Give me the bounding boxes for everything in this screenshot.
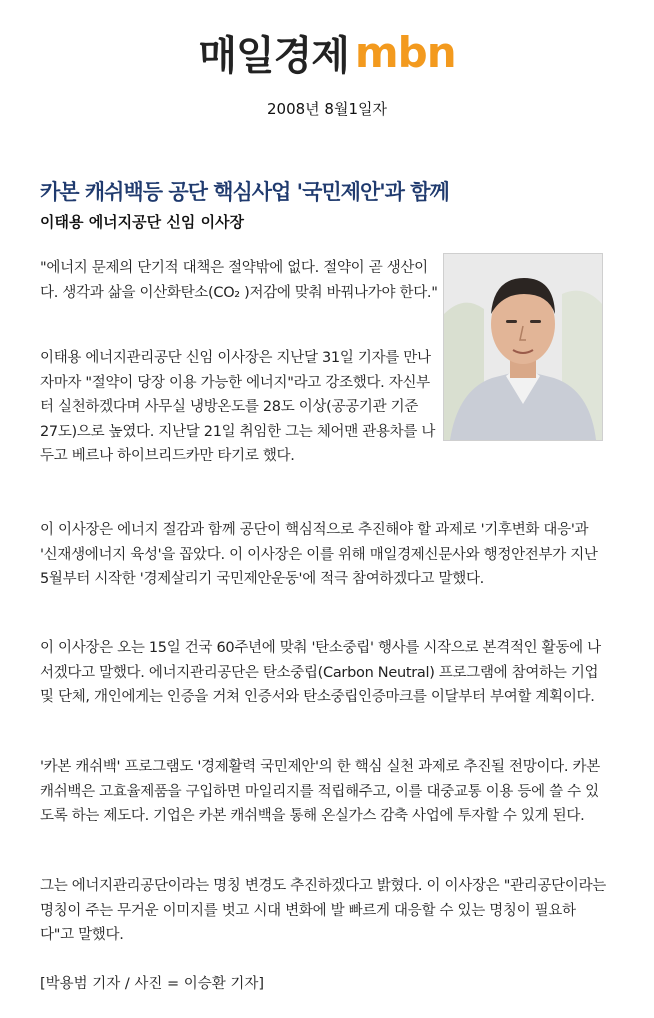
article-paragraph-4: 이 이사장은 오는 15일 건국 60주년에 맞춰 '탄소중립' 행사를 시작으로 본격적인 활동에 나서겠다고 말했다. 에너지관리공단은 탄소중립(Carbon Neutral) 프로그램에 참여하는 기업 및 단체, 개인에게는 인증을 거쳐 인증서와 탄소중립인증마크를 이달부터 부여할 계획이다.	[40, 640, 601, 706]
article-paragraph-5: '카본 캐쉬백' 프로그램도 '경제활력 국민제안'의 한 핵심 실천 과제로 추진될 전망이다. 카본 캐쉬백은 고효율제품을 구입하면 마일리지를 적립해주고, 이를 대중교통 이용 등에 쓸 수 있도록 하는 제도다. 기업은 카본 캐쉬백을 통해 온실가스 감축 사업에 투자할 수 있게 된다.	[40, 759, 600, 825]
byline: [박용범 기자 / 사진 = 이승환 기자]	[40, 976, 265, 992]
subhead: 이태용 에너지공단 신임 이사장	[40, 213, 245, 231]
masthead	[0, 24, 654, 81]
headline: 카본 캐쉬백등 공단 핵심사업 '국민제안'과 함께	[40, 180, 449, 204]
dateline: 2008년 8월1일자	[267, 100, 387, 118]
article-paragraph-1: "에너지 문제의 단기적 대책은 절약밖에 없다. 절약이 곧 생산이다. 생각과 삶을 이산화탄소(CO₂ )저감에 맞춰 바꿔나가야 한다."	[40, 260, 438, 301]
article-paragraph-3: 이 이사장은 에너지 절감과 함께 공단이 핵심적으로 추진해야 할 과제로 '기후변화 대응'과 '신재생에너지 육성'을 꼽았다. 이 이사장은 이를 위해 매일경제신문사와 행정안전부가 지난 5월부터 시작한 '경제살리기 국민제안운동'에 적극 참여하겠다고 말했다.	[40, 522, 598, 588]
portrait-photo	[443, 253, 603, 441]
masthead-korean-logo: 매일경제	[198, 33, 349, 79]
masthead-mbn-logo: mbn	[354, 28, 456, 77]
article-paragraph-6: 그는 에너지관리공단이라는 명칭 변경도 추진하겠다고 밝혔다. 이 이사장은 "관리공단이라는 명칭이 주는 무거운 이미지를 벗고 시대 변화에 발 빠르게 대응할 수 있는 명칭이 필요하다"고 말했다.	[40, 878, 607, 944]
article-paragraph-2: 이태용 에너지관리공단 신임 이사장은 지난달 31일 기자를 만나자마자 "절약이 당장 이용 가능한 에너지"라고 강조했다. 자신부터 실천하겠다며 사무실 냉방온도를 28도 이상(공공기관 기준 27도)으로 높였다. 지난달 21일 취임한 그는 체어맨 관용차를 나두고 베르나 하이브리드카만 타기로 했다.	[40, 350, 436, 465]
